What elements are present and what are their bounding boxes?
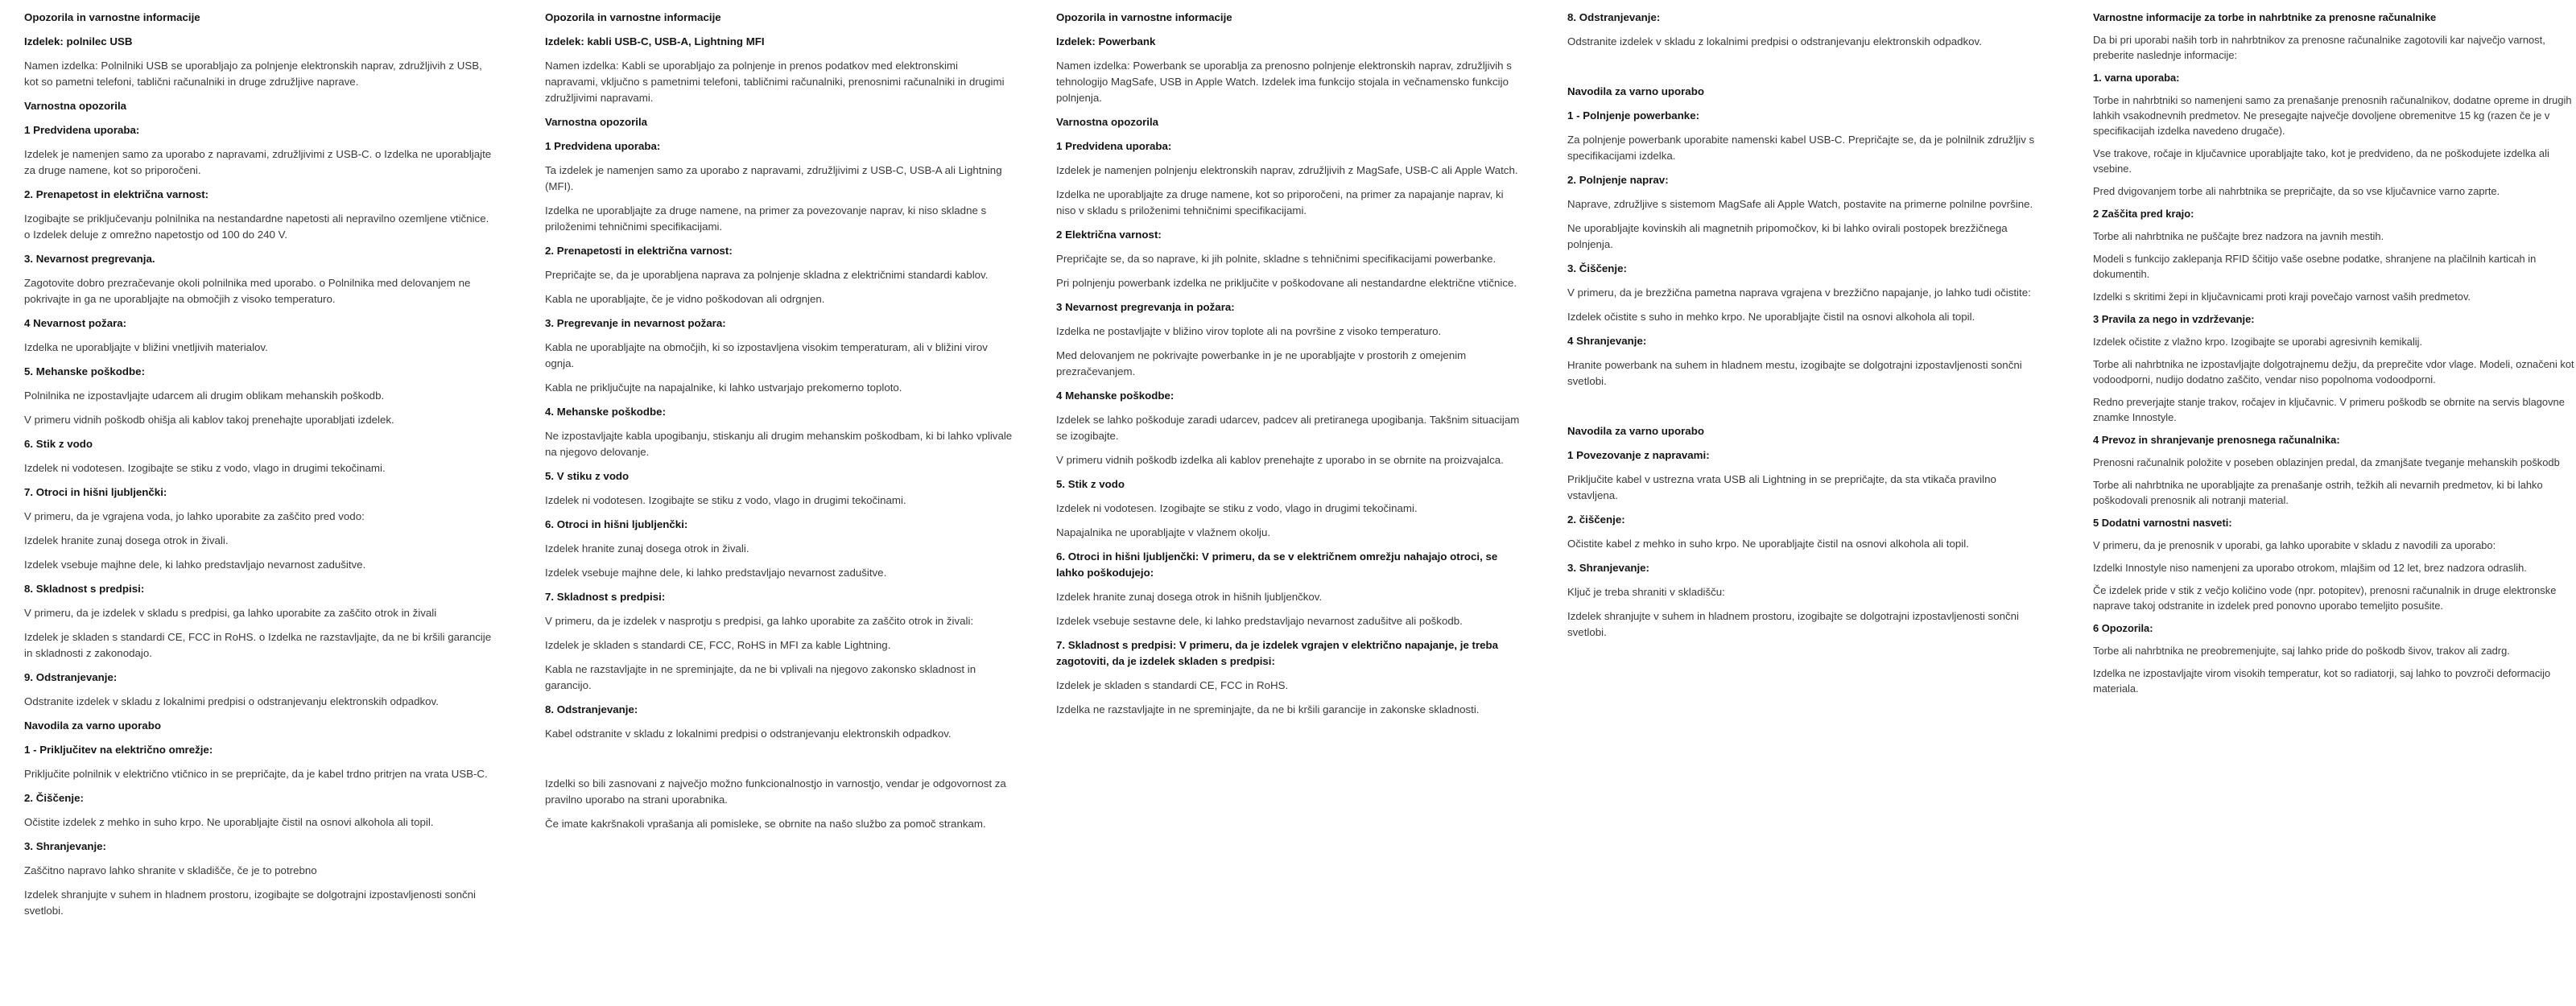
paragraph: Ključ je treba shraniti v skladišču: — [1567, 586, 1725, 598]
section-heading: Navodila za varno uporabo — [1567, 425, 1704, 437]
section-heading: 3 Nevarnost pregrevanja in požara: — [1056, 301, 1235, 313]
paragraph: Odstranite izdelek v skladu z lokalnimi predpisi o odstranjevanju elektronskih odpadkov. — [1567, 35, 1982, 47]
column-powerbank-warnings — [1056, 10, 1525, 726]
paragraph: Izdelki Innostyle niso namenjeni za uporabo otrokom, mlajšim od 12 let, brez nadzora odraslih. — [2093, 562, 2527, 574]
section-heading: Izdelek: kabli USB-C, USB-A, Lightning MFI — [545, 35, 765, 47]
section-heading: 8. Skladnost s predpisi: — [24, 583, 145, 595]
paragraph: Izogibajte se priključevanju polnilnika na nestandardne napetosti ali nepravilno ozemljene vtičnice. o Izdelek deluje z omrežno napetostjo od 100 do 240 V. — [24, 212, 489, 241]
paragraph: Izdelka ne uporabljajte za druge namene, kot so priporočeni, na primer za napajanje naprav, ki niso v skladu s priloženimi tehničnimi specifikacijami. — [1056, 188, 1504, 216]
document-title: Varnostne informacije za torbe in nahrbtnike za prenosne računalnike — [2093, 11, 2437, 23]
paragraph: Torbe ali nahrbtnika ne preobremenjujte, saj lahko pride do poškodb šivov, trakov ali zadrg. — [2093, 645, 2510, 657]
section-heading: Varnostna opozorila — [545, 116, 648, 128]
section-heading: 3. Shranjevanje: — [24, 840, 106, 852]
section-heading: 1 Povezovanje z napravami: — [1567, 449, 1710, 461]
section-heading: 7. Otroci in hišni ljubljenčki: — [24, 486, 167, 498]
paragraph: Izdelek vsebuje majhne dele, ki lahko predstavljajo nevarnost zadušitve. — [24, 559, 366, 571]
spacer — [1567, 398, 2036, 423]
paragraph: Prepričajte se, da je uporabljena naprava za polnjenje skladna z električnimi standardi kablov. — [545, 269, 989, 281]
document-title: Opozorila in varnostne informacije — [1056, 11, 1232, 23]
section-heading: 1 Predvidena uporaba: — [24, 124, 140, 136]
section-heading: 2 Električna varnost: — [1056, 229, 1162, 241]
paragraph: V primeru, da je izdelek v skladu s predpisi, ga lahko uporabite za zaščito otrok in živali — [24, 607, 437, 619]
paragraph: Izdelek shranjujte v suhem in hladnem prostoru, izogibajte se dolgotrajni izpostavljenosti sončni svetlobi. — [24, 888, 476, 917]
section-heading: 2. Prenapetosti in električna varnost: — [545, 245, 733, 257]
document-title: Opozorila in varnostne informacije — [24, 11, 200, 23]
paragraph: V primeru, da je prenosnik v uporabi, ga lahko uporabite v skladu z navodili za uporabo: — [2093, 539, 2496, 551]
paragraph: Kabla ne razstavljajte in ne spreminjajte, da ne bi vplivali na njegovo zakonsko skladnost in garancijo. — [545, 663, 976, 691]
section-heading: 8. Odstranjevanje: — [545, 703, 638, 715]
paragraph: Če izdelek pride v stik z večjo količino vode (npr. potopitev), prenosni računalnik in druge elektronske naprave takoj odstranite in izdelek pred ponovno uporabo temeljito posušite. — [2093, 584, 2557, 612]
section-heading: 7. Skladnost s predpisi: V primeru, da je izdelek vgrajen v električno napajanje, je treba zagotoviti, da je izdelek skladen s predpisi: — [1056, 639, 1499, 667]
section-heading: 2. Polnjenje naprav: — [1567, 174, 1669, 186]
paragraph: Za polnjenje powerbank uporabite namenski kabel USB-C. Prepričajte se, da je polnilnik združljiv s specifikacijami izdelka. — [1567, 134, 2035, 162]
section-heading: 6. Otroci in hišni ljubljenčki: — [545, 518, 688, 530]
paragraph: Torbe in nahrbtniki so namenjeni samo za prenašanje prenosnih računalnikov, dodatne opreme in drugih lahkih vsakodnevnih predmetov. Ne presegajte največje dovoljene obremenitve 15 kg (razen če je v specifikacijah izdelka navedeno drugače). — [2093, 94, 2572, 137]
section-heading: Izdelek: polnilec USB — [24, 35, 133, 47]
section-heading: 3. Čiščenje: — [1567, 262, 1627, 274]
section-heading: 3 Pravila za nego in vzdrževanje: — [2093, 313, 2255, 325]
paragraph: Izdelek se lahko poškoduje zaradi udarcev, padcev ali pretiranega upogibanja. Takšnim situacijam se izogibajte. — [1056, 414, 1520, 442]
paragraph: Izdelek ni vodotesen. Izogibajte se stiku z vodo, vlago in drugimi tekočinami. — [545, 494, 906, 506]
section-heading: 4 Nevarnost požara: — [24, 317, 127, 329]
section-heading: 3. Shranjevanje: — [1567, 562, 1649, 574]
section-heading: 6. Otroci in hišni ljubljenčki: V primeru, da se v električnem omrežju nahajajo otroci, se lahko poškodujejo: — [1056, 550, 1498, 579]
paragraph: Izdelka ne razstavljajte in ne spreminjajte, da ne bi kršili garancije in zakonske skladnosti. — [1056, 703, 1480, 715]
paragraph: Ne uporabljajte kovinskih ali magnetnih pripomočkov, ki bi lahko ovirali postopek brezžičnega polnjenja. — [1567, 222, 2008, 250]
paragraph: V primeru vidnih poškodb ohišja ali kablov takoj prenehajte uporabljati izdelek. — [24, 414, 394, 426]
paragraph: Izdelek je skladen s standardi CE, FCC in RoHS. o Izdelka ne razstavljajte, da ne bi kršili garancije in skladnosti z zakonodajo. — [24, 631, 492, 659]
paragraph: Kabla ne uporabljajte, če je vidno poškodovan ali odrgnjen. — [545, 293, 825, 305]
section-heading: 4 Prevoz in shranjevanje prenosnega računalnika: — [2093, 434, 2340, 446]
paragraph: Izdelek očistite s suho in mehko krpo. Ne uporabljajte čistil na osnovi alkohola ali topil. — [1567, 311, 1975, 323]
paragraph: Torbe ali nahrbtnika ne izpostavljajte dolgotrajnemu dežju, da preprečite vdor vlage. Modeli, označeni kot vodoodporni, nudijo dodatno zaščito, vendar niso popolnoma vodoodporni. — [2093, 358, 2574, 385]
paragraph: Izdelka ne uporabljajte za druge namene, na primer za povezovanje naprav, ki niso skladne s priloženimi tehničnimi specifikacijami. — [545, 204, 987, 233]
spacer — [545, 750, 1013, 776]
paragraph: Med delovanjem ne pokrivajte powerbanke in je ne uporabljajte v prostorih z omejenim prezračevanjem. — [1056, 349, 1467, 377]
section-heading: 4. Mehanske poškodbe: — [545, 406, 666, 418]
paragraph: Izdelek je skladen s standardi CE, FCC in RoHS. — [1056, 679, 1289, 691]
section-heading: 3. Pregrevanje in nevarnost požara: — [545, 317, 726, 329]
paragraph: Izdelki so bili zasnovani z največjo možno funkcionalnostjo in varnostjo, vendar je odgovornost za pravilno uporabo na strani uporabnika. — [545, 777, 1006, 806]
paragraph: Izdelek hranite zunaj dosega otrok in živali. — [545, 542, 749, 555]
section-heading: 2. Prenapetost in električna varnost: — [24, 188, 209, 200]
paragraph: Napajalnika ne uporabljajte v vlažnem okolju. — [1056, 526, 1271, 538]
paragraph: Vse trakove, ročaje in ključavnice uporabljajte tako, kot je predvideno, da ne poškodujete izdelka ali vsebine. — [2093, 147, 2549, 175]
section-heading: 3. Nevarnost pregrevanja. — [24, 253, 155, 265]
paragraph: Namen izdelka: Powerbank se uporablja za prenosno polnjenje elektronskih naprav, združljivih s tehnologijo MagSafe, USB in Apple Watch. Izdelek ima funkcijo stojala in večnamensko funkcijo polnjenja. — [1056, 60, 1512, 104]
paragraph: Naprave, združljive s sistemom MagSafe ali Apple Watch, postavite na primerne polnilne površine. — [1567, 198, 2033, 210]
paragraph: Izdelek ni vodotesen. Izogibajte se stiku z vodo, vlago in drugimi tekočinami. — [1056, 502, 1418, 514]
paragraph: Izdelek hranite zunaj dosega otrok in živali. — [24, 534, 229, 546]
section-heading: 4 Shranjevanje: — [1567, 335, 1647, 347]
paragraph: V primeru, da je vgrajena voda, jo lahko uporabite za zaščito pred vodo: — [24, 510, 365, 522]
section-heading: 2. čiščenje: — [1567, 513, 1625, 526]
paragraph: V primeru, da je brezžična pametna naprava vgrajena v brezžično napajanje, jo lahko tudi očistite: — [1567, 287, 2031, 299]
paragraph: Kabla ne uporabljajte na območjih, ki so izpostavljena visokim temperaturam, ali v bližini virov ognja. — [545, 341, 988, 369]
paragraph: Torbe ali nahrbtnika ne puščajte brez nadzora na javnih mestih. — [2093, 230, 2384, 242]
section-heading: Navodila za varno uporabo — [1567, 85, 1704, 97]
section-heading: 8. Odstranjevanje: — [1567, 11, 1661, 23]
paragraph: Izdelek je namenjen polnjenju elektronskih naprav, združljivih z MagSafe, USB-C ali Apple Watch. — [1056, 164, 1518, 176]
paragraph: Izdelek očistite z vlažno krpo. Izogibajte se uporabi agresivnih kemikalij. — [2093, 336, 2423, 348]
paragraph: Izdelek shranjujte v suhem in hladnem prostoru, izogibajte se dolgotrajni izpostavljenosti sončni svetlobi. — [1567, 610, 2019, 638]
paragraph: Ne izpostavljajte kabla upogibanju, stiskanju ali drugim mehanskim poškodbam, ki bi lahko vplivale na njegovo delovanje. — [545, 430, 1013, 458]
section-heading: 1 Predvidena uporaba: — [545, 140, 661, 152]
paragraph: Redno preverjajte stanje trakov, ročajev in ključavnic. V primeru poškodb se obrnite na servis blagovne znamke Innostyle. — [2093, 396, 2565, 423]
paragraph: Kabla ne priključujte na napajalnike, ki lahko ustvarjajo prekomerno toploto. — [545, 381, 902, 394]
paragraph: Modeli s funkcijo zaklepanja RFID ščitijo vaše osebne podatke, shranjene na plačilnih karticah in dokumentih. — [2093, 253, 2537, 280]
paragraph: V primeru, da je izdelek v nasprotju s predpisi, ga lahko uporabite za zaščito otrok in živali: — [545, 615, 974, 627]
section-heading: 2 Zaščita pred krajo: — [2093, 208, 2194, 220]
column-usb-charger-warnings — [24, 10, 493, 927]
paragraph: Izdelek je namenjen samo za uporabo z napravami, združljivimi z USB-C. o Izdelka ne uporabljajte za druge namene, kot so priporočeni. — [24, 148, 492, 176]
paragraph: Izdelek vsebuje sestavne dele, ki lahko predstavljajo nevarnost zadušitve ali poškodb. — [1056, 615, 1463, 627]
section-heading: 7. Skladnost s predpisi: — [545, 591, 666, 603]
paragraph: Izdelek hranite zunaj dosega otrok in hišnih ljubljenčkov. — [1056, 591, 1323, 603]
section-heading: Varnostna opozorila — [1056, 116, 1159, 128]
paragraph: Namen izdelka: Polnilniki USB se uporabljajo za polnjenje elektronskih naprav, združljivih z USB, kot so pametni telefoni, tablični računalniki in druge združljive naprave. — [24, 60, 482, 88]
section-heading: 5. Stik z vodo — [1056, 478, 1125, 490]
section-heading: 6 Opozorila: — [2093, 622, 2153, 634]
section-heading: 6. Stik z vodo — [24, 438, 93, 450]
section-heading: 4 Mehanske poškodbe: — [1056, 390, 1174, 402]
column-powerbank-usage-and-cable-usage — [1567, 10, 2036, 649]
section-heading: 1 - Polnjenje powerbanke: — [1567, 109, 1700, 122]
paragraph: Pred dvigovanjem torbe ali nahrbtnika se prepričajte, da so vse ključavnice varno zaprte. — [2093, 185, 2500, 197]
paragraph: Izdelka ne izpostavljajte virom visokih temperatur, kot so radiatorji, saj lahko to povzroči deformacijo materiala. — [2093, 667, 2551, 695]
paragraph: Prenosni računalnik položite v poseben oblazinjen predal, da zmanjšate tveganje mehanskih poškodb — [2093, 456, 2560, 468]
paragraph: V primeru vidnih poškodb izdelka ali kablov prenehajte z uporabo in se obrnite na proizvajalca. — [1056, 454, 1504, 466]
section-heading: 1 - Priključitev na električno omrežje: — [24, 744, 213, 756]
paragraph: Priključite polnilnik v električno vtičnico in se prepričajte, da je kabel trdno pritrjen na vrata USB-C. — [24, 768, 488, 780]
paragraph: Priključite kabel v ustrezna vrata USB ali Lightning in se prepričajte, da sta vtikača pravilno vstavljena. — [1567, 473, 1996, 501]
paragraph: Če imate kakršnakoli vprašanja ali pomisleke, se obrnite na našo službo za pomoč strankam. — [545, 818, 986, 830]
section-heading: 5. Mehanske poškodbe: — [24, 365, 145, 377]
paragraph: Izdelek vsebuje majhne dele, ki lahko predstavljajo nevarnost zadušitve. — [545, 567, 887, 579]
document-title: Opozorila in varnostne informacije — [545, 11, 721, 23]
paragraph: Zagotovite dobro prezračevanje okoli polnilnika med uporabo. o Polnilnika med delovanjem ne pokrivajte in ga ne uporabljajte na območjih z visoko temperaturo. — [24, 277, 471, 305]
section-heading: Navodila za varno uporabo — [24, 719, 161, 732]
paragraph: Izdelka ne postavljajte v bližino virov toplote ali na površine z visoko temperaturo. — [1056, 325, 1442, 337]
paragraph: Hranite powerbank na suhem in hladnem mestu, izogibajte se dolgotrajni izpostavljenosti sončni svetlobi. — [1567, 359, 2022, 387]
paragraph: Ta izdelek je namenjen samo za uporabo z napravami, združljivimi z USB-C, USB-A ali Lightning (MFI). — [545, 164, 1002, 192]
paragraph: Očistite izdelek z mehko in suho krpo. Ne uporabljajte čistil na osnovi alkohola ali topil. — [24, 816, 434, 828]
paragraph: Torbe ali nahrbtnika ne uporabljajte za prenašanje ostrih, težkih ali nevarnih predmetov, ki bi lahko poškodovali prenosnik ali notranji material. — [2093, 479, 2543, 506]
paragraph: Prepričajte se, da so naprave, ki jih polnite, skladne s tehničnimi specifikacijami powerbanke. — [1056, 253, 1496, 265]
section-heading: 9. Odstranjevanje: — [24, 671, 118, 683]
section-heading: Izdelek: Powerbank — [1056, 35, 1156, 47]
paragraph: Izdelek ni vodotesen. Izogibajte se stiku z vodo, vlago in drugimi tekočinami. — [24, 462, 386, 474]
paragraph: Izdelek je skladen s standardi CE, FCC, RoHS in MFI za kable Lightning. — [545, 639, 891, 651]
paragraph: Izdelka ne uporabljajte v bližini vnetljivih materialov. — [24, 341, 268, 353]
section-heading: Varnostna opozorila — [24, 100, 127, 112]
section-heading: 5 Dodatni varnostni nasveti: — [2093, 517, 2232, 529]
paragraph: Odstranite izdelek v skladu z lokalnimi predpisi o odstranjevanju elektronskih odpadkov. — [24, 695, 439, 707]
section-heading: 5. V stiku z vodo — [545, 470, 630, 482]
paragraph: Izdelki s skritimi žepi in ključavnicami proti kraji povečajo varnost vaših predmetov. — [2093, 291, 2471, 303]
section-heading: 2. Čiščenje: — [24, 792, 84, 804]
paragraph: Očistite kabel z mehko in suho krpo. Ne uporabljajte čistil na osnovi alkohola ali topil. — [1567, 538, 1969, 550]
column-laptop-bags-safety — [2093, 10, 2576, 703]
section-heading: 1. varna uporaba: — [2093, 72, 2180, 84]
paragraph: Pri polnjenju powerbank izdelka ne priključite v poškodovane ali nestandardne električne vtičnice. — [1056, 277, 1517, 289]
paragraph: Polnilnika ne izpostavljajte udarcem ali drugim oblikam mehanskih poškodb. — [24, 390, 385, 402]
section-heading: 1 Predvidena uporaba: — [1056, 140, 1172, 152]
column-cables-warnings — [545, 10, 1013, 840]
paragraph: Da bi pri uporabi naših torb in nahrbtnikov za prenosne računalnike zagotovili kar največjo varnost, preberite naslednje informacije: — [2093, 34, 2545, 61]
paragraph: Kabel odstranite v skladu z lokalnimi predpisi o odstranjevanju elektronskih odpadkov. — [545, 728, 952, 740]
paragraph: Namen izdelka: Kabli se uporabljajo za polnjenje in prenos podatkov med elektronskimi napravami, vključno s pametnimi telefoni, tabličnimi računalniki, prenosnimi računalniki in drugimi združljivimi napravami. — [545, 60, 1005, 104]
spacer — [1567, 58, 2036, 84]
paragraph: Zaščitno napravo lahko shranite v skladišče, če je to potrebno — [24, 864, 317, 876]
